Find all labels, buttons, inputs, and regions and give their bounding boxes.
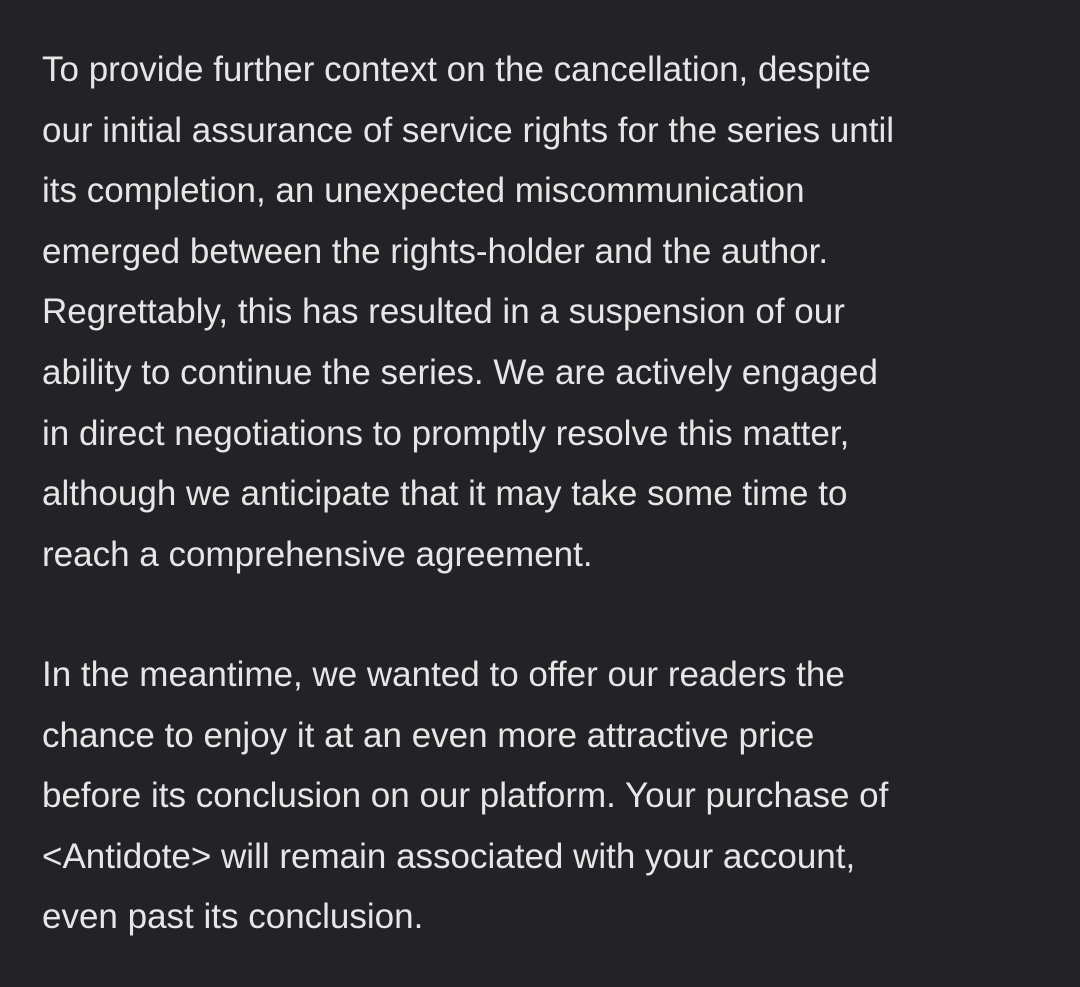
text-line: before its conclusion on our platform. Your purchase of xyxy=(42,776,889,816)
text-line: its completion, an unexpected miscommunication xyxy=(42,171,805,211)
text-line: our initial assurance of service rights for the series until xyxy=(42,110,895,150)
text-line: in direct negotiations to promptly resolve this matter, xyxy=(42,413,850,453)
text-line: even past its conclusion. xyxy=(42,897,424,937)
text-line: In the meantime, we wanted to offer our readers the xyxy=(42,655,845,694)
text-line: To provide further context on the cancellation, despite xyxy=(42,50,871,89)
text-line: emerged between the rights-holder and the author. xyxy=(42,231,829,271)
text-line: although we anticipate that it may take some time to xyxy=(42,474,848,514)
text-line: chance to enjoy it at an even more attractive price xyxy=(42,715,815,755)
text-line: Regrettably, this has resulted in a suspension of our xyxy=(42,292,845,332)
message-paragraph-1 xyxy=(42,40,894,585)
text-line: ability to continue the series. We are actively engaged xyxy=(42,352,878,392)
text-line: reach a comprehensive agreement. xyxy=(42,534,593,574)
text-line: <Antidote> will remain associated with your account, xyxy=(42,836,856,876)
message-paragraph-2 xyxy=(42,645,888,948)
